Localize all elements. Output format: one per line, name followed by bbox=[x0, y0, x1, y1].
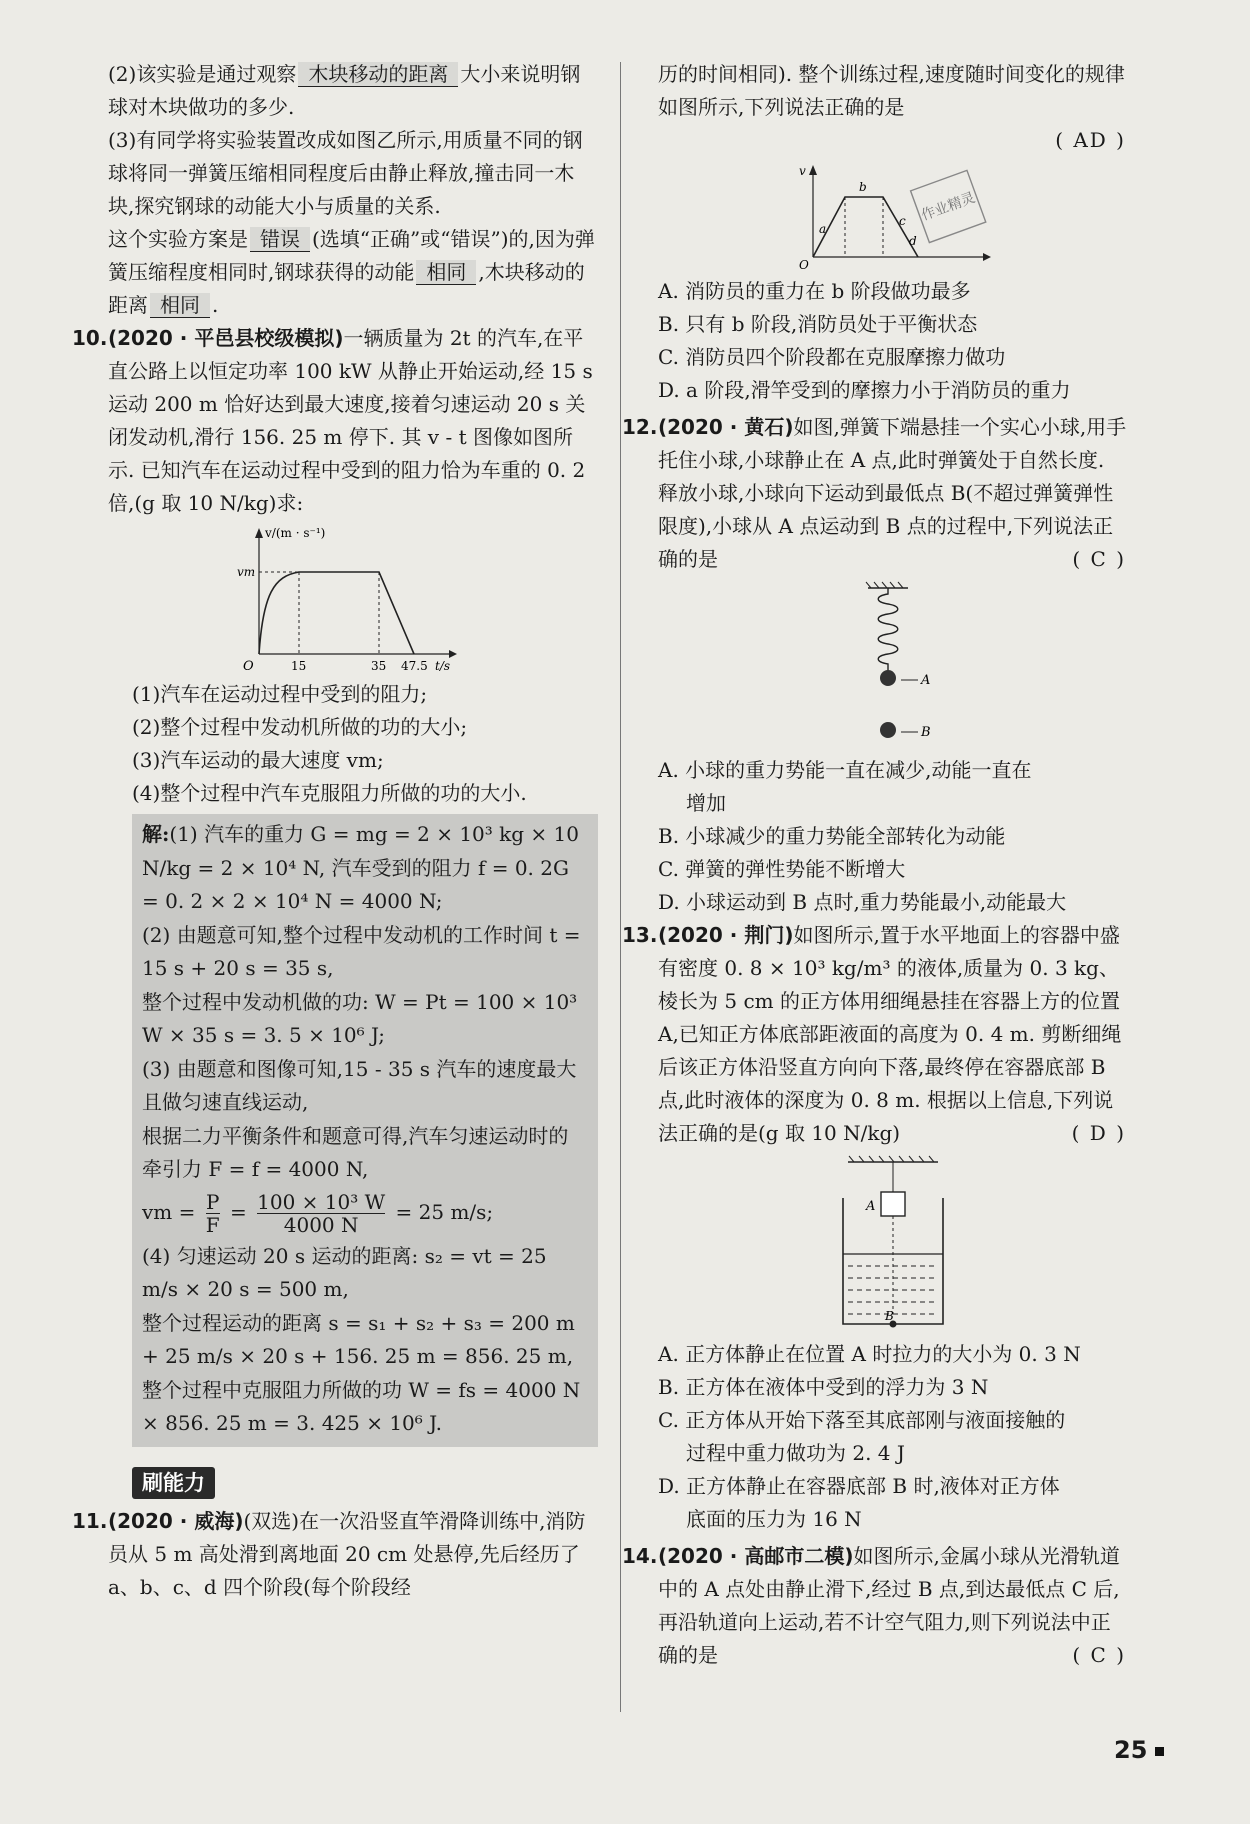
q13-option-c: C. 正方体从开始下落至其底部刚与液面接触的 bbox=[658, 1408, 1066, 1432]
answer-blank: 相同 bbox=[150, 293, 210, 318]
question-text: 一辆质量为 2t 的汽车,在平直公路上以恒定功率 100 kW 从静止开始运动,经 15 s 运动 200 m 恰好达到最大速度,接着匀速运动 20 s 关闭发动机,滑行 156. 25 m 停下. 其 v - t 图像如图所示. 已知汽车在运动过程中受到的阻力恰为车重的 0. 2 倍,(g 取 10 N/kg)求: bbox=[108, 326, 593, 515]
answer-choice: ( D ) bbox=[1071, 1121, 1126, 1145]
stage-b-label: b bbox=[859, 180, 867, 194]
right-column bbox=[622, 58, 1128, 1672]
solution-vm-formula: vm = $\frac{P}{F}$ = $\frac{\text{100 × 10³ W}}{4000 N}$ = 25 m/s; bbox=[142, 1189, 494, 1237]
answer-blank: 相同 bbox=[416, 260, 476, 285]
vt-graph bbox=[229, 524, 469, 674]
page-marker-square bbox=[1155, 1747, 1164, 1756]
q10-sub1: (1)汽车在运动过程中受到的阻力; bbox=[132, 682, 428, 706]
q11-option-d: D. a 阶段,滑竿受到的摩擦力小于消防员的重力 bbox=[658, 378, 1071, 402]
question-14 bbox=[622, 1540, 1128, 1672]
q11-option-c: C. 消防员四个阶段都在克服摩擦力做功 bbox=[658, 345, 1006, 369]
solution-line-2: (2) 由题意可知,整个过程中发动机的工作时间 t = 15 s + 20 s = 35 s, bbox=[142, 922, 581, 980]
o-label: O bbox=[799, 258, 809, 271]
tick-15: 15 bbox=[291, 659, 307, 673]
stamp bbox=[911, 170, 986, 242]
q12-option-a: A. 小球的重力势能一直在减少,动能一直在 bbox=[658, 758, 1032, 782]
answer-blank: 木块移动的距离 bbox=[298, 62, 458, 87]
q12-option-b: B. 小球减少的重力势能全部转化为动能 bbox=[658, 824, 1006, 848]
q11-option-a: A. 消防员的重力在 b 阶段做功最多 bbox=[658, 279, 971, 303]
left-column bbox=[72, 58, 598, 1604]
question-number: 10. bbox=[72, 326, 108, 350]
question-text: (双选)在一次沿竖直竿滑降训练中,消防员从 5 m 高处滑到离地面 20 cm 处悬停,先后经历了 a、b、c、d 四个阶段(每个阶段经 bbox=[108, 1508, 586, 1599]
page-number: 25 bbox=[1114, 1736, 1164, 1764]
point-b-label: B bbox=[921, 725, 931, 740]
answer-blank: 错误 bbox=[250, 227, 310, 252]
question-text: 如图所示,置于水平地面上的容器中盛有密度 0. 8 × 10³ kg/m³ 的液体,质量为 0. 3 kg、棱长为 5 cm 的正方体用细绳悬挂在容器上方的位置 A,已知正方体底部距液面的高度为 0. 4 m. 剪断细绳后该正方体沿竖直方向向下落,最终停在容器底部 B 点,此时液体的深度为 0. 8 m. 根据以上信息,下列说法正确的是(g 取 10 N/kg) bbox=[658, 923, 1122, 1145]
solution-line-7: 整个过程运动的距离 s = s₁ + s₂ + s₃ = 200 m + 25 m/s × 20 s + 156. 25 m = 856. 25 m, bbox=[142, 1310, 575, 1368]
column-divider bbox=[620, 62, 621, 1712]
x-axis-label: t/s bbox=[435, 659, 451, 673]
point-a-label: A bbox=[921, 673, 931, 688]
question-number: 12. bbox=[622, 415, 658, 439]
q13-option-a: A. 正方体静止在位置 A 时拉力的大小为 0. 3 N bbox=[658, 1342, 1081, 1366]
stamp-text: 作业精灵 bbox=[919, 189, 978, 225]
q12-option-c: C. 弹簧的弹性势能不断增大 bbox=[658, 857, 906, 881]
q13-option-c-cont: 过程中重力做功为 2. 4 J bbox=[686, 1441, 905, 1465]
solution-box bbox=[132, 814, 598, 1447]
q10-sub3: (3)汽车运动的最大速度 vm; bbox=[132, 748, 384, 772]
vm-label: vm bbox=[237, 565, 256, 579]
q13-option-d-cont: 底面的压力为 16 N bbox=[686, 1507, 862, 1531]
question-11 bbox=[72, 1505, 598, 1604]
question-source: (2020 · 威海) bbox=[108, 1508, 244, 1533]
container-figure bbox=[808, 1154, 978, 1334]
q13-option-d: D. 正方体静止在容器底部 B 时,液体对正方体 bbox=[658, 1474, 1060, 1498]
question-12 bbox=[622, 411, 1128, 576]
q10-sub2: (2)整个过程中发动机所做的功的大小; bbox=[132, 715, 468, 739]
solution-line-6: (4) 匀速运动 20 s 运动的距离: s₂ = vt = 25 m/s × 20 s = 500 m, bbox=[142, 1243, 547, 1301]
question-source: (2020 · 高邮市二模) bbox=[658, 1544, 854, 1568]
q12-option-a-cont: 增加 bbox=[686, 791, 726, 815]
answer-choice: ( C ) bbox=[1072, 547, 1126, 571]
q11-continued: 历的时间相同). 整个训练过程,速度随时间变化的规律如图所示,下列说法正确的是 bbox=[658, 62, 1125, 119]
question-13 bbox=[622, 919, 1128, 1150]
q9-part2: (2)该实验是通过观察 木块移动的距离 大小来说明钢球对木块做功的多少. bbox=[108, 62, 581, 119]
question-10 bbox=[72, 322, 598, 520]
tick-35: 35 bbox=[371, 659, 387, 673]
solution-label: 解: bbox=[142, 822, 170, 846]
q9-plan: 这个实验方案是 错误 (选填“正确”或“错误”)的,因为弹簧压缩程度相同时,钢球获得的动能 相同 ,木块移动的距离 相同 . bbox=[108, 227, 595, 317]
stage-c-label: c bbox=[899, 214, 906, 228]
solution-line-1: 解:(1) 汽车的重力 G = mg = 2 × 10³ kg × 10 N/kg = 2 × 10⁴ N, 汽车受到的阻力 f = 0. 2G = 0. 2 × 2 × 10⁴ N = 4000 N; bbox=[142, 822, 579, 913]
q9-part3: (3)有同学将实验装置改成如图乙所示,用质量不同的钢球将同一弹簧压缩相同程度后由静止释放,撞击同一木块,探究钢球的动能大小与质量的关系. bbox=[108, 128, 583, 218]
section-heading: 刷能力 bbox=[132, 1467, 215, 1499]
question-text: 如图,弹簧下端悬挂一个实心小球,用手托住小球,小球静止在 A 点,此时弹簧处于自然长度. 释放小球,小球向下运动到最低点 B(不超过弹簧弹性限度),小球从 A 点运动到 B 点的过程中,下列说法正确的是 bbox=[658, 415, 1127, 571]
question-source: (2020 · 黄石) bbox=[658, 415, 794, 439]
solution-line-4: (3) 由题意和图像可知,15 - 35 s 汽车的速度最大且做匀速直线运动, bbox=[142, 1056, 577, 1114]
tick-47-5: 47.5 bbox=[401, 659, 428, 673]
spring-figure bbox=[813, 580, 973, 750]
point-b-label: B bbox=[885, 1309, 894, 1323]
v-label: v bbox=[799, 164, 806, 178]
stage-d-label: d bbox=[909, 234, 917, 248]
question-source: (2020 · 平邑县校级模拟) bbox=[108, 326, 344, 350]
question-text: 如图所示,金属小球从光滑轨道中的 A 点处由静止滑下,经过 B 点,到达最低点 C 后,再沿轨道向上运动,若不计空气阻力,则下列说法中正确的是 bbox=[658, 1544, 1120, 1667]
stage-a-label: a bbox=[819, 222, 827, 236]
question-number: 11. bbox=[72, 1508, 108, 1533]
q10-sub4: (4)整个过程中汽车克服阻力所做的功的大小. bbox=[132, 781, 527, 805]
origin-label: O bbox=[243, 659, 254, 674]
position-a-label: A bbox=[866, 1199, 876, 1214]
q13-option-b: B. 正方体在液体中受到的浮力为 3 N bbox=[658, 1375, 989, 1399]
speed-time-graph bbox=[783, 161, 1003, 271]
question-number: 13. bbox=[622, 923, 658, 947]
answer-choice: ( AD ) bbox=[1055, 128, 1126, 152]
question-number: 14. bbox=[622, 1544, 658, 1568]
solution-line-8: 整个过程中克服阻力所做的功 W = fs = 4000 N × 856. 25 m = 3. 425 × 10⁶ J. bbox=[142, 1377, 581, 1435]
y-axis-label: v/(m · s⁻¹) bbox=[265, 526, 326, 540]
answer-choice: ( C ) bbox=[1072, 1643, 1126, 1667]
q11-option-b: B. 只有 b 阶段,消防员处于平衡状态 bbox=[658, 312, 978, 336]
question-source: (2020 · 荆门) bbox=[658, 923, 794, 947]
q12-option-d: D. 小球运动到 B 点时,重力势能最小,动能最大 bbox=[658, 890, 1067, 914]
solution-line-3: 整个过程中发动机做的功: W = Pt = 100 × 10³ W × 35 s = 3. 5 × 10⁶ J; bbox=[142, 989, 578, 1047]
solution-line-5: 根据二力平衡条件和题意可得,汽车匀速运动时的牵引力 F = f = 4000 N, bbox=[142, 1123, 569, 1181]
